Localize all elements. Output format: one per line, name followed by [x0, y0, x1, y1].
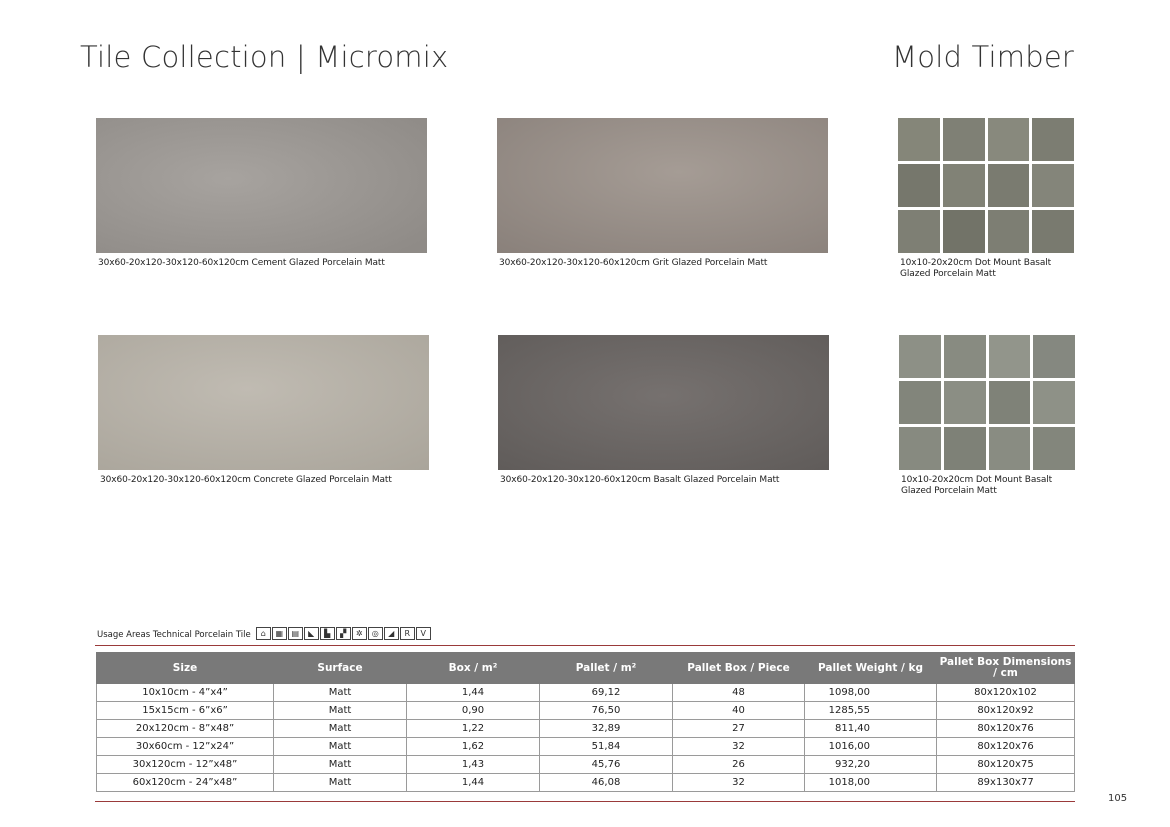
bathroom-icon: ▙ [320, 627, 335, 640]
cell-pallet-m2: 76,50 [540, 702, 673, 720]
collection-title: Tile Collection | Micromix [80, 40, 449, 74]
wall-icon: ▤ [288, 627, 303, 640]
mosaic-image-2 [899, 335, 1075, 470]
cell-pallet-box: 48 [673, 684, 805, 702]
cell-dims: 80x120x75 [937, 756, 1075, 774]
cell-pallet-m2: 45,76 [540, 756, 673, 774]
col-pallet-weight: Pallet Weight / kg [805, 653, 937, 684]
terrace-icon: ◢ [384, 627, 399, 640]
tile-basalt-caption: 30x60-20x120-30x120-60x120cm Basalt Glazed Porcelain Matt [500, 475, 780, 485]
cell-pallet-box: 27 [673, 720, 805, 738]
cell-surface: Matt [274, 774, 407, 792]
cell-weight: 1098,00 [805, 684, 937, 702]
col-pallet-box-dims: Pallet Box Dimensions / cm [937, 653, 1075, 684]
pool-icon: ◎ [368, 627, 383, 640]
cell-box-m2: 1,43 [407, 756, 540, 774]
stairs-icon: ◣ [304, 627, 319, 640]
cell-pallet-m2: 51,84 [540, 738, 673, 756]
cell-surface: Matt [274, 720, 407, 738]
usage-label: Usage Areas Technical Porcelain Tile [97, 630, 251, 640]
tile-concrete-caption: 30x60-20x120-30x120-60x120cm Concrete Glazed Porcelain Matt [100, 475, 392, 485]
tile-cement-caption: 30x60-20x120-30x120-60x120cm Cement Glazed Porcelain Matt [98, 258, 385, 268]
cell-dims: 80x120x76 [937, 720, 1075, 738]
cell-surface: Matt [274, 702, 407, 720]
cell-pallet-m2: 32,89 [540, 720, 673, 738]
tile-grit-image [497, 118, 828, 253]
cell-size: 30x60cm - 12”x24” [97, 738, 274, 756]
cell-box-m2: 1,22 [407, 720, 540, 738]
cell-box-m2: 1,44 [407, 684, 540, 702]
cell-dims: 80x120x92 [937, 702, 1075, 720]
cell-box-m2: 1,62 [407, 738, 540, 756]
tile-grit-caption: 30x60-20x120-30x120-60x120cm Grit Glazed Porcelain Matt [499, 258, 768, 268]
col-box-m2: Box / m² [407, 653, 540, 684]
cell-size: 15x15cm - 6”x6” [97, 702, 274, 720]
cell-pallet-box: 26 [673, 756, 805, 774]
table-row [97, 702, 1075, 720]
r9-icon: R [400, 627, 415, 640]
cell-size: 30x120cm - 12”x48” [97, 756, 274, 774]
cell-weight: 1018,00 [805, 774, 937, 792]
cell-size: 20x120cm - 8”x48” [97, 720, 274, 738]
tile-dot-mount-basalt-2 [899, 335, 1075, 496]
cell-pallet-box: 40 [673, 702, 805, 720]
tile-dot-mount-caption-2: 10x10-20x20cm Dot Mount Basalt Glazed Porcelain Matt [901, 475, 1053, 496]
cell-dims: 80x120x76 [937, 738, 1075, 756]
cell-surface: Matt [274, 756, 407, 774]
cell-weight: 1016,00 [805, 738, 937, 756]
cell-pallet-box: 32 [673, 774, 805, 792]
table-header-row [97, 653, 1075, 684]
cell-weight: 932,20 [805, 756, 937, 774]
cell-box-m2: 0,90 [407, 702, 540, 720]
grid-floor-icon: ▦ [272, 627, 287, 640]
cell-pallet-box: 32 [673, 738, 805, 756]
tile-concrete-image [98, 335, 429, 470]
frost-icon: ✲ [352, 627, 367, 640]
col-surface: Surface [274, 653, 407, 684]
usage-areas [97, 627, 431, 640]
series-title: Mold Timber [892, 40, 1074, 74]
page-number: 105 [1108, 793, 1128, 804]
tile-dot-mount-caption-1: 10x10-20x20cm Dot Mount Basalt Glazed Porcelain Matt [900, 258, 1052, 279]
cell-weight: 811,40 [805, 720, 937, 738]
usage-icons [256, 627, 431, 640]
table-row [97, 720, 1075, 738]
table-row [97, 738, 1075, 756]
tile-basalt [498, 335, 829, 485]
cell-dims: 89x130x77 [937, 774, 1075, 792]
tile-cement-image [96, 118, 427, 253]
col-pallet-m2: Pallet / m² [540, 653, 673, 684]
v2-icon: V [416, 627, 431, 640]
divider-bottom [95, 801, 1075, 802]
cell-weight: 1285,55 [805, 702, 937, 720]
shower-icon: ▞ [336, 627, 351, 640]
cell-pallet-m2: 46,08 [540, 774, 673, 792]
table-row [97, 774, 1075, 792]
table-row [97, 756, 1075, 774]
cell-surface: Matt [274, 684, 407, 702]
mosaic-image-1 [898, 118, 1074, 253]
cell-surface: Matt [274, 738, 407, 756]
cell-box-m2: 1,44 [407, 774, 540, 792]
tile-basalt-image [498, 335, 829, 470]
tile-dot-mount-basalt-1 [898, 118, 1074, 279]
cell-size: 10x10cm - 4”x4” [97, 684, 274, 702]
cell-size: 60x120cm - 24”x48” [97, 774, 274, 792]
cell-pallet-m2: 69,12 [540, 684, 673, 702]
tile-grit [497, 118, 828, 268]
house-icon: ⌂ [256, 627, 271, 640]
col-size: Size [97, 653, 274, 684]
tile-cement [96, 118, 427, 268]
cell-dims: 80x120x102 [937, 684, 1075, 702]
tile-concrete [98, 335, 429, 485]
divider-top [95, 645, 1075, 646]
spec-table [96, 652, 1075, 792]
col-pallet-box-piece: Pallet Box / Piece [673, 653, 805, 684]
table-row [97, 684, 1075, 702]
